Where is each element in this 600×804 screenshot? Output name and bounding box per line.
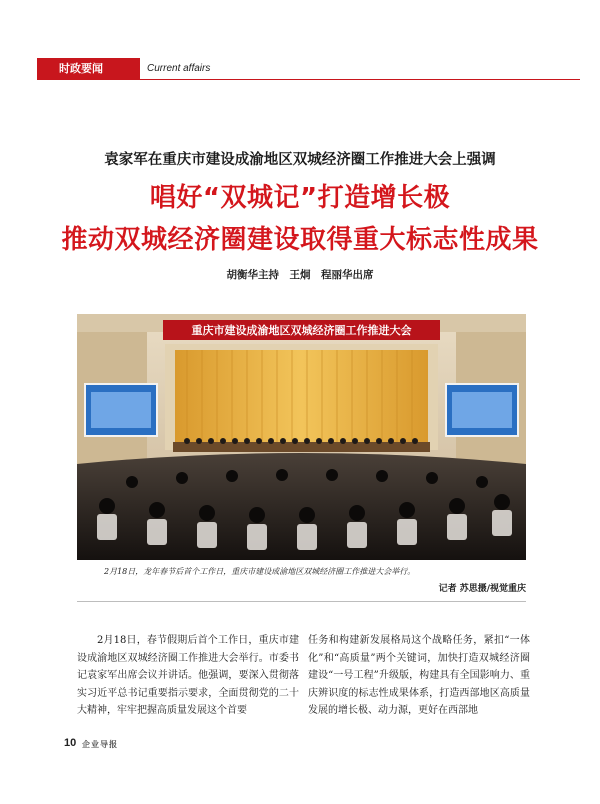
divider [77,601,526,602]
body-column-2 [308,632,530,720]
conference-photo [77,314,526,560]
section-header [37,58,580,80]
headline-line-1: 唱好“双城记”打造增长极 [149,183,451,213]
photo-credit: 记者 苏思摄/视觉重庆 [438,584,526,594]
headline-line-2: 推动双城经济圈建设取得重大标志性成果 [61,225,539,255]
body-column-1 [77,632,299,720]
article-subtitle: 袁家军在重庆市建设成渝地区双城经济圈工作推进大会上强调 [104,152,496,168]
body-paragraph-continued: 任务和构建新发展格局这个战略任务，紧扣“一体化”和“高质量”两个关键词，加快打造双城经济圈建设“一号工程”升级版，构建具有全国影响力、重庆辨识度的标志性成果体系，打造西部地区高质量发展的增长极、动力源，更好在西部地 [308,635,530,716]
magazine-name: 企业导报 [82,740,118,749]
conference-hall-illustration [77,314,526,560]
stage-banner-text: 重庆市建设成渝地区双城经济圈工作推进大会 [191,324,412,337]
section-label-en: Current affairs [147,63,211,74]
photo-caption: 2月18日，龙年春节后首个工作日，重庆市建设成渝地区双城经济圈工作推进大会举行。 [104,567,416,576]
body-paragraph: 2月18日，春节假期后首个工作日，重庆市建设成渝地区双城经济圈工作推进大会举行。市委书记袁家军出席会议并讲话。他强调，要深入贯彻落实习近平总书记重要指示要求，全面贯彻党的二十大精神，牢牢把握高质量发展这个首要 [77,635,299,716]
section-label-cn: 时政要闻 [37,58,140,80]
page-number: 10 [64,737,77,749]
byline: 胡衡华主持 王炯 程丽华出席 [226,269,374,281]
